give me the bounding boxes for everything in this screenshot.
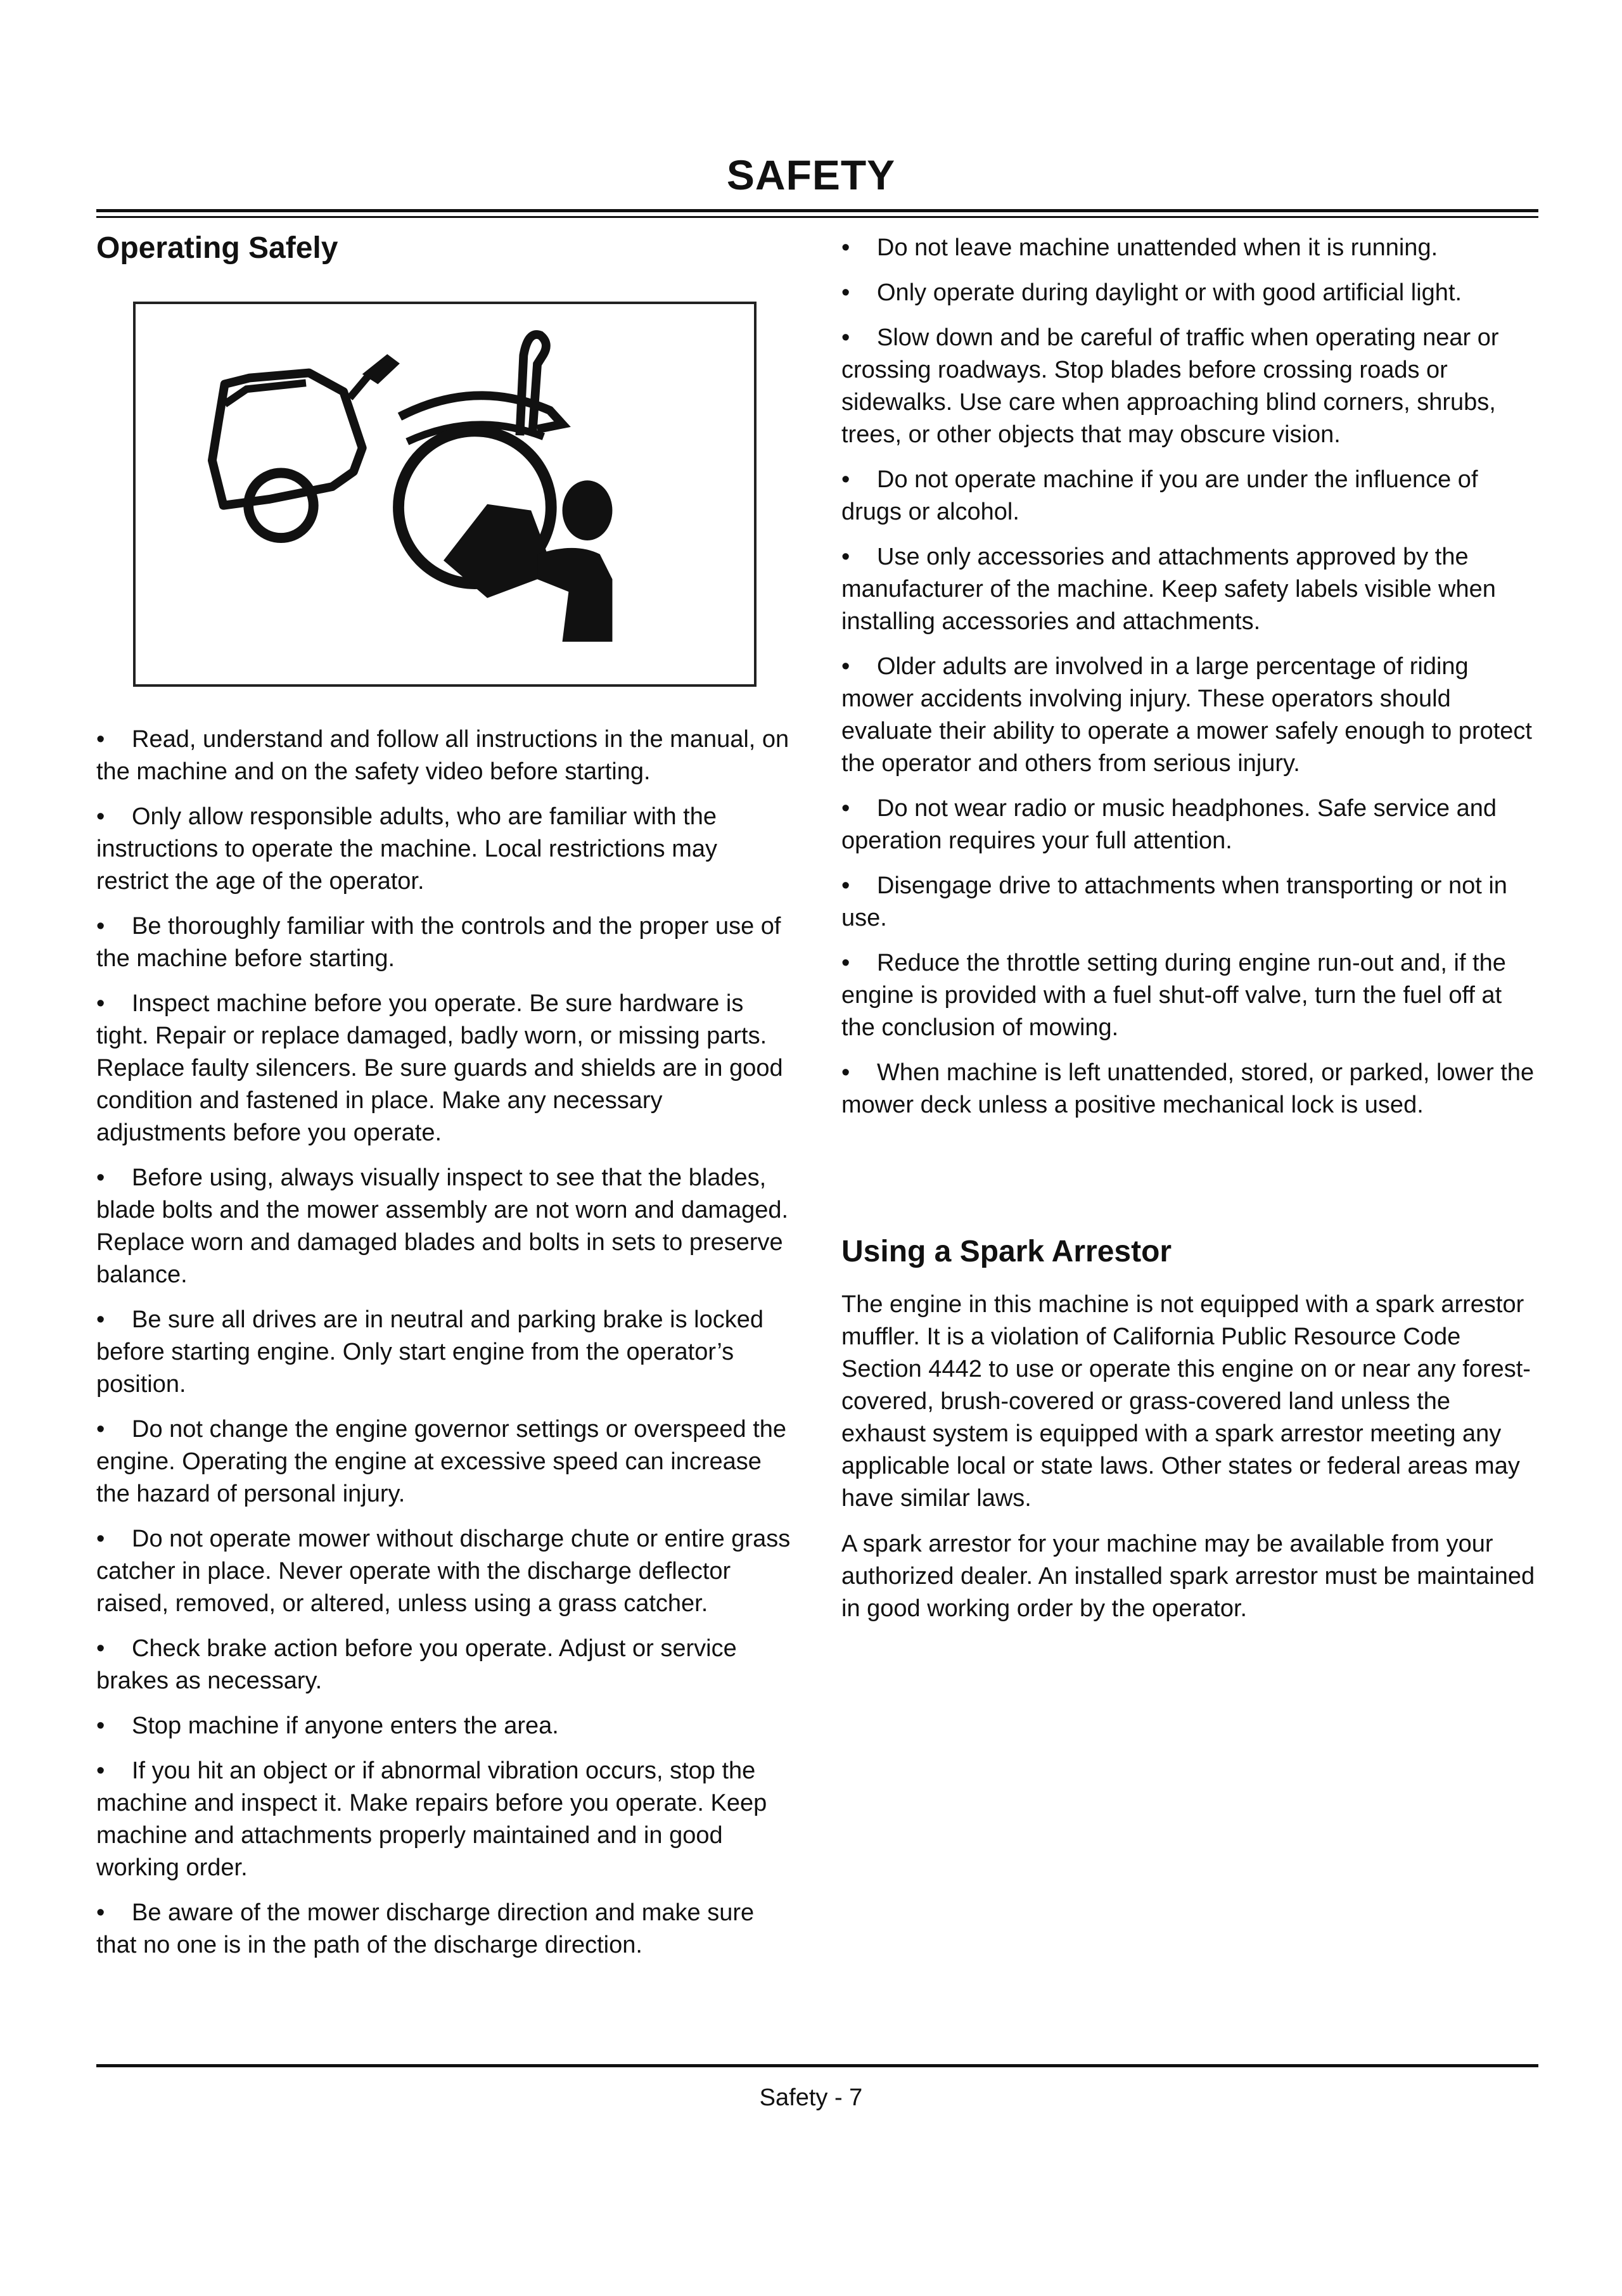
list-item: • Check brake action before you operate. Adjust or service brakes as necessary. bbox=[96, 1633, 793, 1697]
list-item: • Disengage drive to attachments when transporting or not in use. bbox=[841, 870, 1538, 934]
list-item: • Stop machine if anyone enters the area. bbox=[96, 1710, 793, 1742]
list-item: • Use only accessories and attachments approved by the manufacturer of the machine. Keep safety labels visible when installing accessories and attachments. bbox=[841, 541, 1538, 638]
bullet-icon: • bbox=[96, 1526, 105, 1552]
list-item: • Do not leave machine unattended when it is running. bbox=[841, 232, 1538, 264]
list-item: • Be sure all drives are in neutral and parking brake is locked before starting engine. Only start engine from the operator’s position. bbox=[96, 1304, 793, 1401]
list-item: • Do not operate machine if you are under the influence of drugs or alcohol. bbox=[841, 464, 1538, 528]
page-title: SAFETY bbox=[726, 151, 896, 198]
list-item: • When machine is left unattended, stored, or parked, lower the mower deck unless a positive mechanical lock is used. bbox=[841, 1057, 1538, 1121]
bullet-icon: • bbox=[841, 872, 850, 899]
spark-arrestor-paragraph-2: A spark arrestor for your machine may be available from your authorized dealer. An installed spark arrestor must be maintained in good working order by the operator. bbox=[841, 1531, 1535, 1622]
bullet-icon: • bbox=[96, 803, 105, 830]
bullet-icon: • bbox=[96, 1757, 105, 1784]
operating-safely-heading: Operating Safely bbox=[96, 231, 338, 265]
tractor-runover-warning-illustration bbox=[133, 302, 757, 687]
bullet-icon: • bbox=[841, 324, 850, 351]
bullet-icon: • bbox=[841, 795, 850, 822]
bullet-icon: • bbox=[841, 1059, 850, 1086]
list-item: • Be aware of the mower discharge direction and make sure that no one is in the path of the discharge direction. bbox=[96, 1897, 793, 1961]
list-item: • Older adults are involved in a large percentage of riding mower accidents involving injury. These operators should evaluate their ability to operate a mower safely enough to protect the operator and others from serious injury. bbox=[841, 651, 1538, 780]
bullet-icon: • bbox=[96, 990, 105, 1017]
bullet-icon: • bbox=[96, 1306, 105, 1333]
bullet-icon: • bbox=[96, 1164, 105, 1191]
list-item: • Only operate during daylight or with good artificial light. bbox=[841, 277, 1538, 309]
list-item: • Do not operate mower without discharge chute or entire grass catcher in place. Never operate with the discharge deflector raised, removed, or altered, unless using a grass catcher. bbox=[96, 1523, 793, 1620]
bullet-icon: • bbox=[841, 950, 850, 976]
list-item: • Be thoroughly familiar with the controls and the proper use of the machine before starting. bbox=[96, 910, 793, 975]
list-item: • Do not wear radio or music headphones. Safe service and operation requires your full attention. bbox=[841, 793, 1538, 857]
list-item: • Only allow responsible adults, who are familiar with the instructions to operate the machine. Local restrictions may restrict the age of the operator. bbox=[96, 801, 793, 898]
bullet-icon: • bbox=[96, 913, 105, 940]
header-rule bbox=[96, 209, 1538, 218]
list-item: • Inspect machine before you operate. Be sure hardware is tight. Repair or replace damaged, badly worn, or missing parts. Replace faulty silencers. Be sure guards and shields are in good condition and fastened in place. Make any necessary adjustments before you operate. bbox=[96, 988, 793, 1149]
operating-safely-list-left bbox=[96, 724, 793, 1974]
list-item: • Slow down and be careful of traffic when operating near or crossing roadways. Stop blades before crossing roads or sidewalks. Use care when approaching blind corners, shrubs, trees, or other objects that may obscure vision. bbox=[841, 322, 1538, 451]
bullet-icon: • bbox=[841, 466, 850, 493]
bullet-icon: • bbox=[96, 1899, 105, 1926]
bullet-icon: • bbox=[96, 726, 105, 753]
operating-safely-list-right bbox=[841, 232, 1538, 1134]
spark-arrestor-paragraph-1: The engine in this machine is not equipped with a spark arrestor muffler. It is a violation of California Public Resource Code Section 4442 to use or operate this engine on or near any forest-covered, brush-covered or grass-covered land unless the exhaust system is equipped with a spark arrestor meeting any applicable local or state laws. Other states or federal areas may have similar laws. bbox=[841, 1291, 1531, 1512]
bullet-icon: • bbox=[96, 1635, 105, 1662]
list-item: • Reduce the throttle setting during engine run-out and, if the engine is provided with a fuel shut-off valve, turn the fuel off at the conclusion of mowing. bbox=[841, 947, 1538, 1044]
bullet-icon: • bbox=[841, 544, 850, 570]
list-item: • Before using, always visually inspect to see that the blades, blade bolts and the mower assembly are not worn and damaged. Replace worn and damaged blades and bolts in sets to preserve balance. bbox=[96, 1162, 793, 1291]
list-item: • If you hit an object or if abnormal vibration occurs, stop the machine and inspect it. Make repairs before you operate. Keep machine and attachments properly maintained and in good working order. bbox=[96, 1755, 793, 1884]
page-number: Safety - 7 bbox=[759, 2084, 863, 2111]
spark-arrestor-heading: Using a Spark Arrestor bbox=[841, 1235, 1172, 1268]
bullet-icon: • bbox=[841, 234, 850, 261]
bullet-icon: • bbox=[96, 1416, 105, 1443]
bullet-icon: • bbox=[96, 1712, 105, 1739]
bullet-icon: • bbox=[841, 279, 850, 306]
list-item: • Read, understand and follow all instructions in the manual, on the machine and on the safety video before starting. bbox=[96, 724, 793, 788]
list-item: • Do not change the engine governor settings or overspeed the engine. Operating the engine at excessive speed can increase the hazard of personal injury. bbox=[96, 1413, 793, 1510]
bullet-icon: • bbox=[841, 653, 850, 680]
footer-rule bbox=[96, 2064, 1538, 2067]
